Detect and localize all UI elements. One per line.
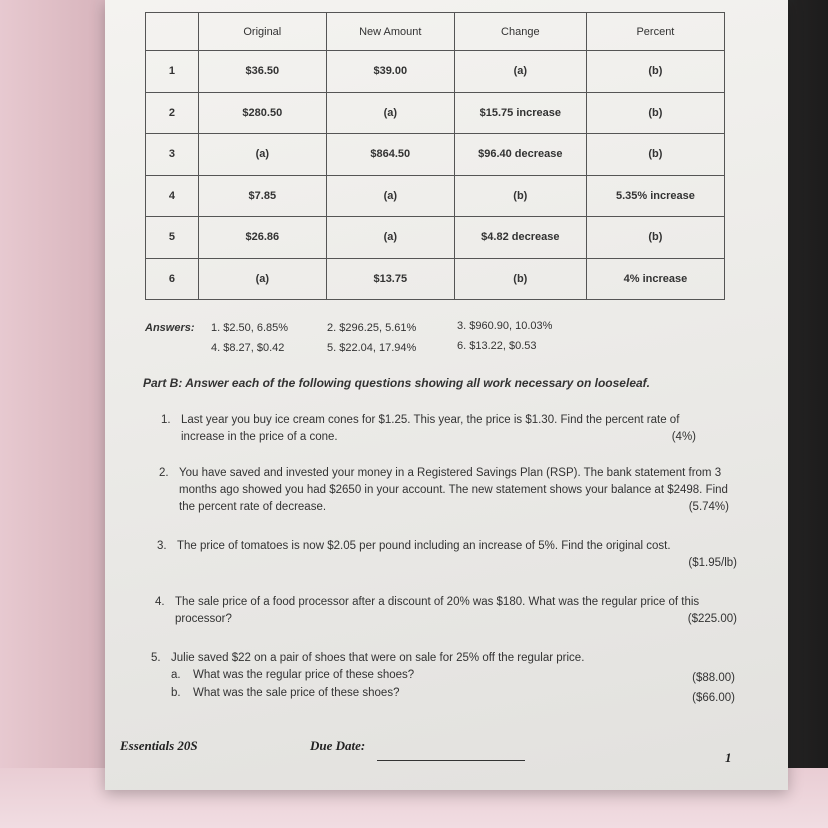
table-cell: (b) — [586, 92, 724, 134]
question-text: You have saved and invested your money in a Registered Savings Plan (RSP). The bank statement from 3 months ago showed you had $2650 in your account. The new statement shows your balance at $2498. Find the percent rate of decrease. — [179, 467, 728, 513]
question-number: 3. — [157, 540, 167, 552]
table-row — [146, 258, 725, 300]
table-cell: (b) — [586, 217, 724, 259]
table-cell: (a) — [326, 217, 454, 259]
table-row — [146, 134, 725, 176]
answer-item: 5. $22.04, 17.94% — [327, 342, 417, 354]
due-date-line — [377, 760, 525, 761]
background-left — [0, 0, 95, 828]
table-cell: 4 — [146, 175, 199, 217]
sub-question-text: What was the sale price of these shoes? — [193, 687, 400, 699]
table-cell: (b) — [586, 51, 724, 93]
table-cell: $36.50 — [198, 51, 326, 93]
table-cell: 5.35% increase — [586, 175, 724, 217]
sub-question-answer: ($66.00) — [692, 692, 735, 704]
table-cell: 3 — [146, 134, 199, 176]
sub-question-number: a. — [171, 669, 181, 681]
question-answer: ($1.95/lb) — [688, 557, 737, 569]
part-b-heading: Part B: Answer each of the following questions showing all work necessary on looseleaf. — [143, 376, 650, 390]
answer-item: 6. $13.22, $0.53 — [457, 340, 537, 352]
table-cell: $280.50 — [198, 92, 326, 134]
worksheet-page — [105, 0, 788, 790]
header-cell: Original — [198, 13, 326, 51]
table-cell: (b) — [586, 134, 724, 176]
sub-question-text: What was the regular price of these shoes? — [193, 669, 415, 681]
table-cell: $4.82 decrease — [454, 217, 586, 259]
question-item — [151, 650, 735, 706]
table-cell: (b) — [454, 175, 586, 217]
table-row — [146, 175, 725, 217]
table-cell: $26.86 — [198, 217, 326, 259]
question-text: Julie saved $22 on a pair of shoes that were on sale for 25% off the regular price. — [171, 652, 585, 664]
table-row — [146, 217, 725, 259]
table-cell: 5 — [146, 217, 199, 259]
question-answer: ($225.00) — [687, 613, 737, 625]
table-cell: (a) — [198, 134, 326, 176]
header-cell: Percent — [586, 13, 724, 51]
table-cell: (a) — [454, 51, 586, 93]
question-item — [159, 465, 729, 519]
question-item — [157, 538, 737, 574]
question-number: 1. — [161, 414, 171, 426]
question-item — [161, 412, 726, 448]
header-cell — [146, 13, 199, 51]
table-cell: $864.50 — [326, 134, 454, 176]
table-cell: (a) — [326, 92, 454, 134]
question-text: The sale price of a food processor after a discount of 20% was $180. What was the regular price of this processor? — [175, 596, 700, 625]
question-number: 4. — [155, 596, 165, 608]
percent-change-table — [145, 12, 725, 300]
answers-label: Answers: — [145, 322, 195, 334]
table-cell: $13.75 — [326, 258, 454, 300]
sub-question-number: b. — [171, 687, 181, 699]
table-cell: 2 — [146, 92, 199, 134]
answer-item: 1. $2.50, 6.85% — [211, 322, 289, 334]
question-text: Last year you buy ice cream cones for $1.25. This year, the price is $1.30. Find the percent rate of increase in the price of a cone. — [181, 414, 680, 443]
table-cell: $7.85 — [198, 175, 326, 217]
question-number: 5. — [151, 652, 161, 664]
table-cell: (a) — [326, 175, 454, 217]
table-cell: (b) — [454, 258, 586, 300]
question-answer: (5.74%) — [688, 501, 729, 513]
table-cell: (a) — [198, 258, 326, 300]
answer-item: 4. $8.27, $0.42 — [211, 342, 285, 354]
table-row — [146, 51, 725, 93]
header-cell: New Amount — [326, 13, 454, 51]
question-item — [155, 594, 737, 630]
table-cell: $15.75 increase — [454, 92, 586, 134]
course-name: Essentials 20S — [120, 738, 198, 753]
answer-item: 3. $960.90, 10.03% — [457, 320, 553, 332]
table-header-row — [146, 13, 725, 51]
page-number: 1 — [725, 750, 732, 765]
table-cell: $96.40 decrease — [454, 134, 586, 176]
question-answer: (4%) — [671, 431, 696, 443]
table-row — [146, 92, 725, 134]
answer-item: 2. $296.25, 5.61% — [327, 322, 417, 334]
question-number: 2. — [159, 467, 169, 479]
question-text: The price of tomatoes is now $2.05 per pound including an increase of 5%. Find the original cost. — [177, 540, 671, 552]
table-cell: 4% increase — [586, 258, 724, 300]
table-cell: 6 — [146, 258, 199, 300]
table-cell: $39.00 — [326, 51, 454, 93]
header-cell: Change — [454, 13, 586, 51]
sub-question-answer: ($88.00) — [692, 672, 735, 684]
due-date-label: Due Date: — [310, 738, 366, 753]
table-cell: 1 — [146, 51, 199, 93]
